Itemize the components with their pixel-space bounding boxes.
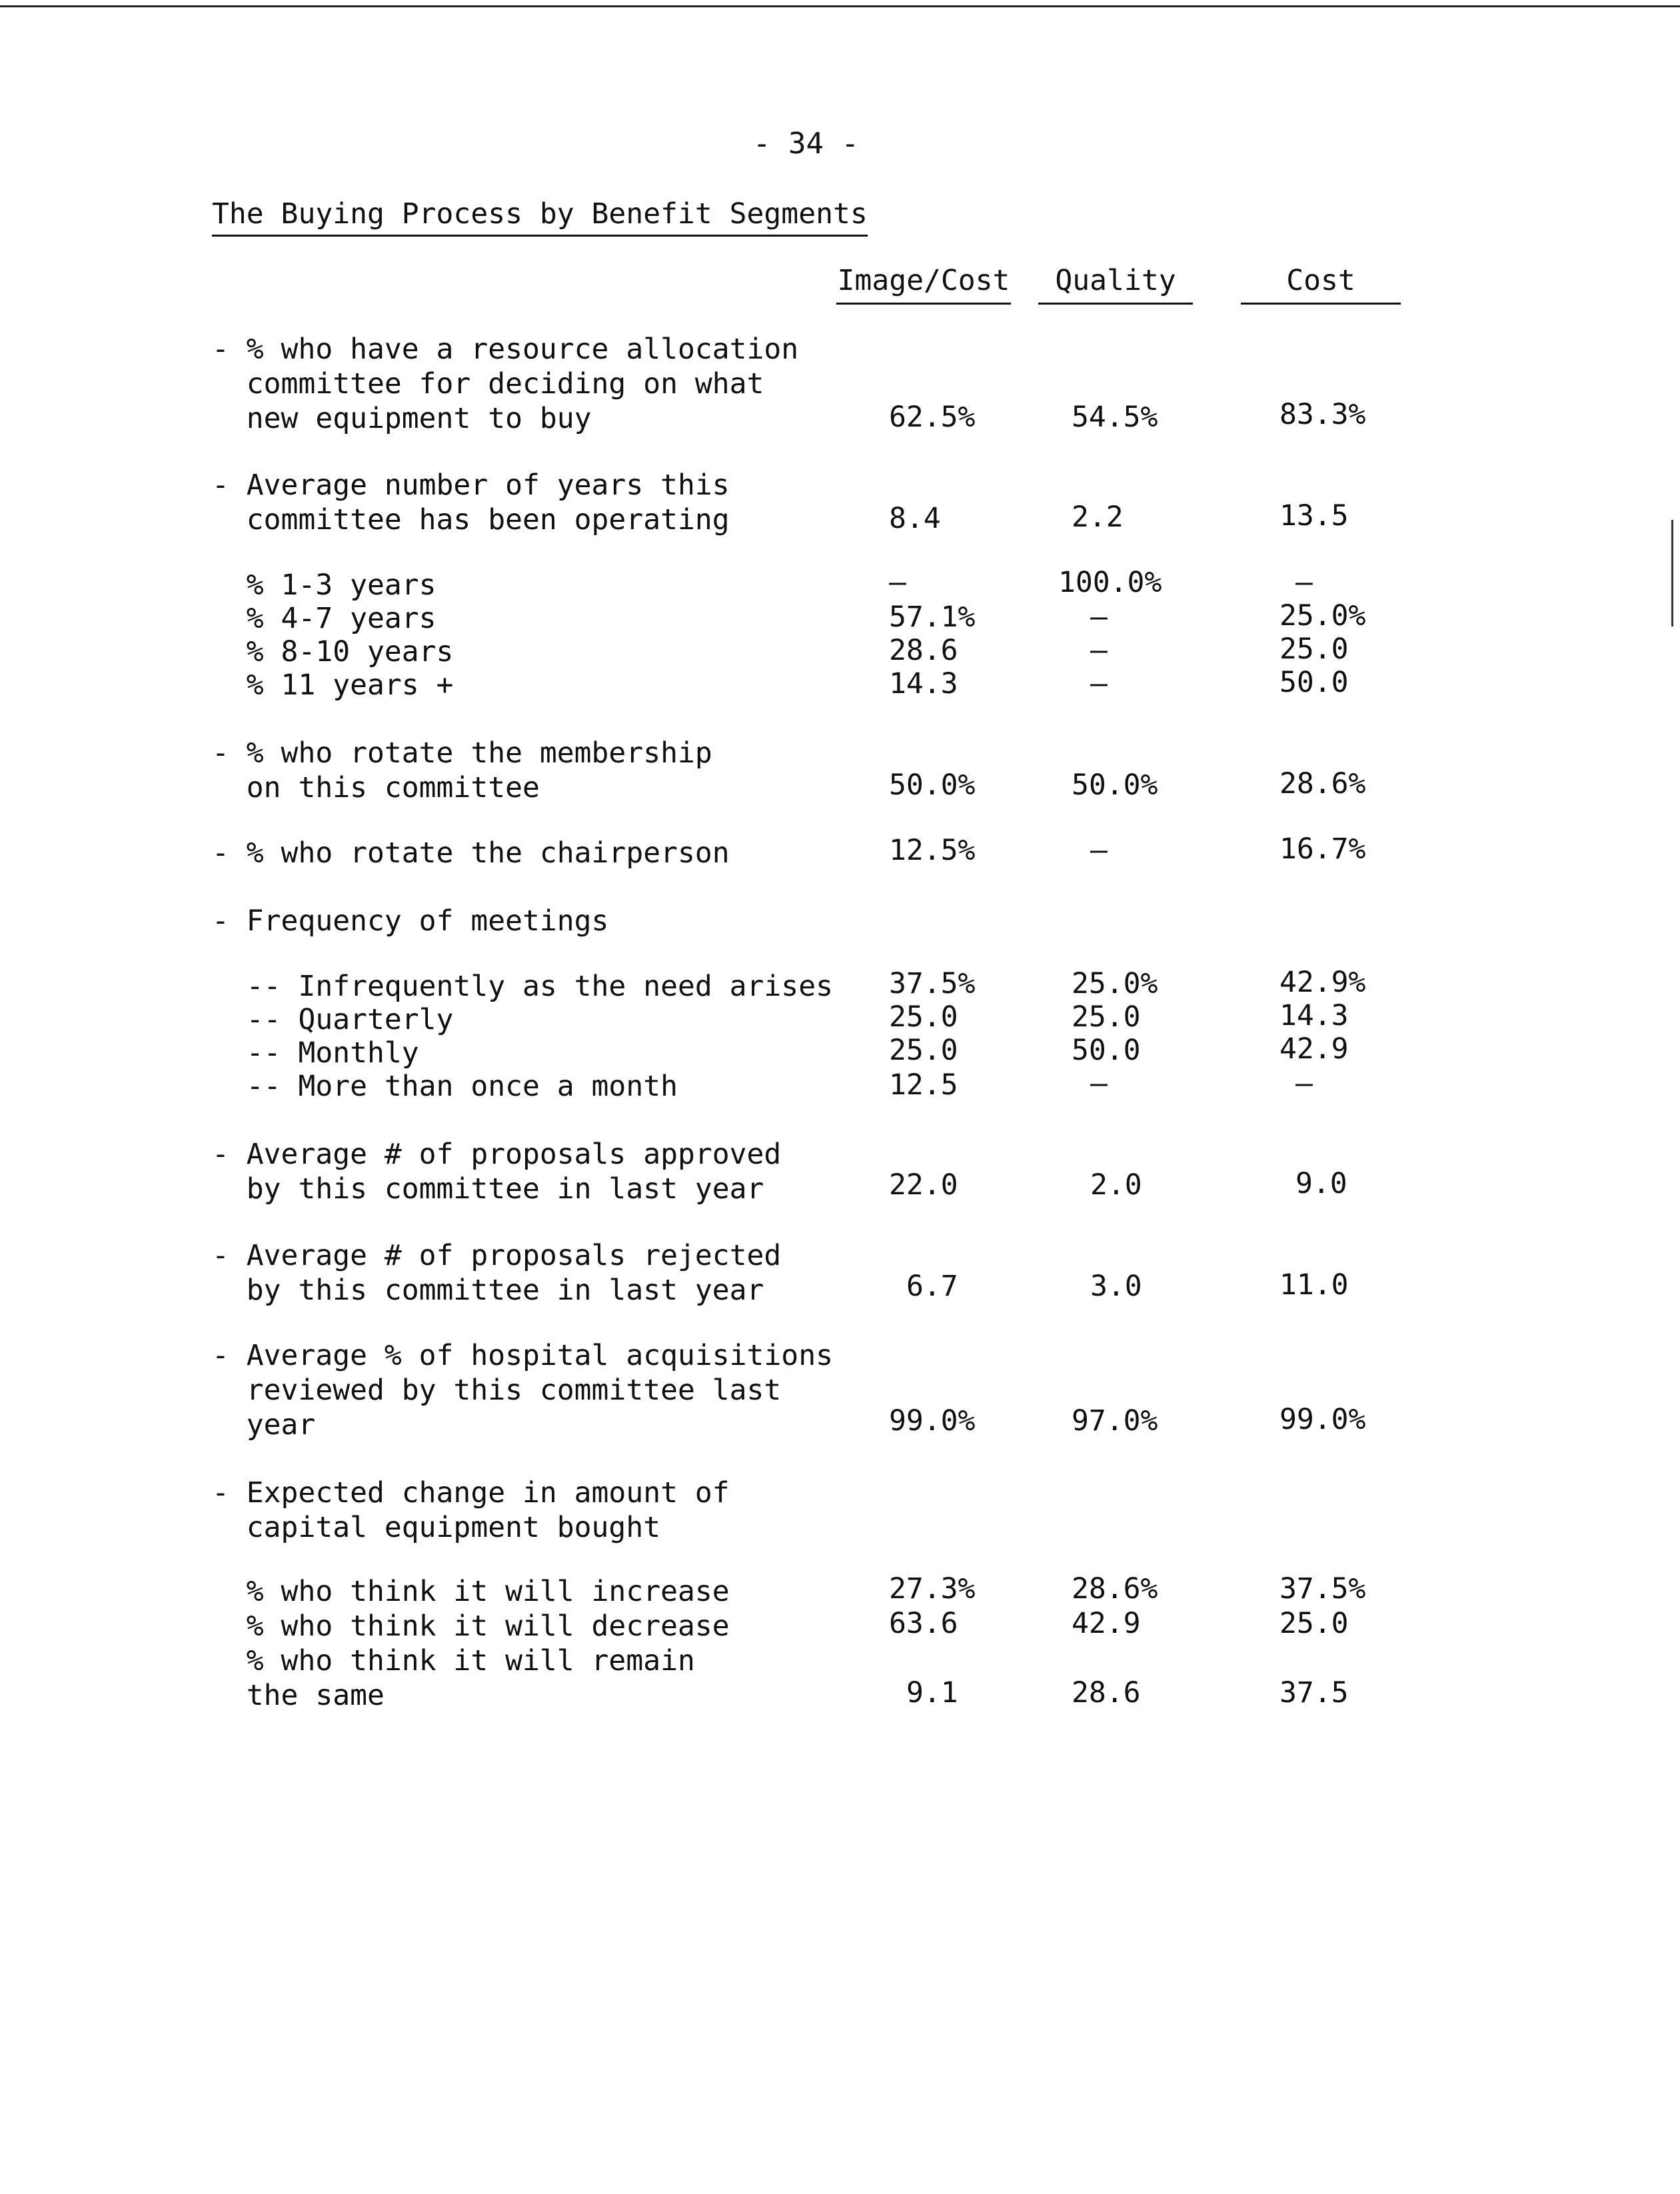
value-image-cost: 57.1% [889, 600, 976, 634]
value-quality: — [1090, 600, 1108, 634]
row-label: % who think it will remain the same [246, 1644, 695, 1712]
row-label: -- Infrequently as the need arises [212, 970, 833, 1003]
value-quality: — [1090, 634, 1108, 667]
value-cost: 42.9 [1279, 1032, 1349, 1066]
row-label: - % who rotate the chairperson [212, 836, 730, 870]
row-label: % 1-3 years [212, 568, 436, 602]
value-cost: 9.0 [1295, 1167, 1347, 1200]
value-image-cost: 9.1 [906, 1676, 958, 1709]
page-title: The Buying Process by Benefit Segments [212, 197, 868, 237]
value-image-cost: 50.0% [889, 768, 976, 802]
value-cost: 11.0 [1279, 1268, 1349, 1302]
top-border-rule [0, 5, 1680, 7]
value-cost: 25.0% [1279, 599, 1366, 632]
value-image-cost: 25.0 [889, 1000, 958, 1034]
value-image-cost: 37.5% [889, 967, 976, 1000]
value-quality: 25.0% [1072, 967, 1158, 1000]
row-label: % who think it will increase [212, 1575, 730, 1608]
value-image-cost: 27.3% [889, 1572, 976, 1606]
value-quality: 2.0 [1090, 1168, 1142, 1202]
value-image-cost: 22.0 [889, 1168, 958, 1202]
value-image-cost: 99.0% [889, 1404, 976, 1438]
value-cost: 28.6% [1279, 767, 1366, 800]
value-image-cost: 12.5 [889, 1068, 958, 1102]
value-cost: 25.0 [1279, 632, 1349, 666]
value-quality: 42.9 [1072, 1607, 1141, 1640]
row-label: % 11 years + [212, 668, 454, 702]
value-image-cost: 28.6 [889, 634, 958, 667]
row-label: - Expected change in amount of capital equipment bought [212, 1476, 730, 1544]
value-image-cost: 25.0 [889, 1034, 958, 1067]
value-cost: 37.5 [1279, 1676, 1349, 1709]
value-quality: 50.0 [1072, 1034, 1141, 1067]
value-quality: 97.0% [1072, 1404, 1158, 1438]
value-image-cost: — [889, 566, 906, 599]
row-label: % who think it will decrease [212, 1610, 730, 1643]
value-quality: — [1090, 1067, 1108, 1100]
value-image-cost: 63.6 [889, 1607, 958, 1640]
row-label: -- Quarterly [212, 1003, 454, 1036]
row-label: - % who rotate the membership on this committee [212, 736, 712, 804]
value-quality: — [1090, 667, 1108, 700]
value-image-cost: 12.5% [889, 834, 976, 867]
value-quality: — [1090, 834, 1108, 867]
value-image-cost: 14.3 [889, 667, 958, 700]
value-cost: 14.3 [1279, 999, 1349, 1032]
row-label: -- More than once a month [212, 1070, 678, 1103]
page-number: - 34 - [753, 127, 859, 161]
value-quality: 28.6 [1072, 1676, 1141, 1709]
value-cost: — [1295, 566, 1313, 599]
value-quality: 100.0% [1058, 566, 1162, 599]
column-header-cost: Cost [1241, 264, 1401, 305]
row-label: - Average number of years this committee has been operating [212, 469, 730, 537]
value-image-cost: 8.4 [889, 502, 941, 535]
value-cost: 83.3% [1279, 398, 1366, 431]
value-cost: 99.0% [1279, 1403, 1366, 1436]
value-image-cost: 6.7 [906, 1270, 958, 1303]
row-label: % 4-7 years [212, 602, 436, 635]
value-cost: 42.9% [1279, 966, 1366, 999]
right-edge-mark [1671, 520, 1673, 626]
row-label: -- Monthly [212, 1036, 419, 1070]
value-quality: 50.0% [1072, 768, 1158, 802]
value-quality: 2.2 [1072, 501, 1124, 534]
value-quality: 25.0 [1072, 1000, 1141, 1034]
value-cost: 16.7% [1279, 832, 1366, 866]
value-quality: 3.0 [1090, 1270, 1142, 1303]
row-label: - Average # of proposals approved by this committee in last year [212, 1138, 782, 1206]
value-quality: 28.6% [1072, 1572, 1158, 1606]
column-header-quality: Quality [1038, 264, 1193, 305]
value-cost: 25.0 [1279, 1607, 1349, 1640]
value-cost: 37.5% [1279, 1572, 1366, 1606]
column-header-image-cost: Image/Cost [836, 264, 1011, 305]
value-cost: — [1295, 1067, 1313, 1100]
row-label: - % who have a resource allocation committee for deciding on what new equipment to buy [212, 333, 799, 435]
value-quality: 54.5% [1072, 401, 1158, 434]
value-image-cost: 62.5% [889, 401, 976, 434]
row-label: % 8-10 years [212, 635, 454, 668]
row-label: - Frequency of meetings [212, 904, 609, 938]
row-label: - Average # of proposals rejected by this committee in last year [212, 1239, 782, 1307]
row-label: - Average % of hospital acquisitions reviewed by this committee last year [212, 1339, 833, 1442]
value-cost: 13.5 [1279, 499, 1349, 533]
value-cost: 50.0 [1279, 666, 1349, 699]
